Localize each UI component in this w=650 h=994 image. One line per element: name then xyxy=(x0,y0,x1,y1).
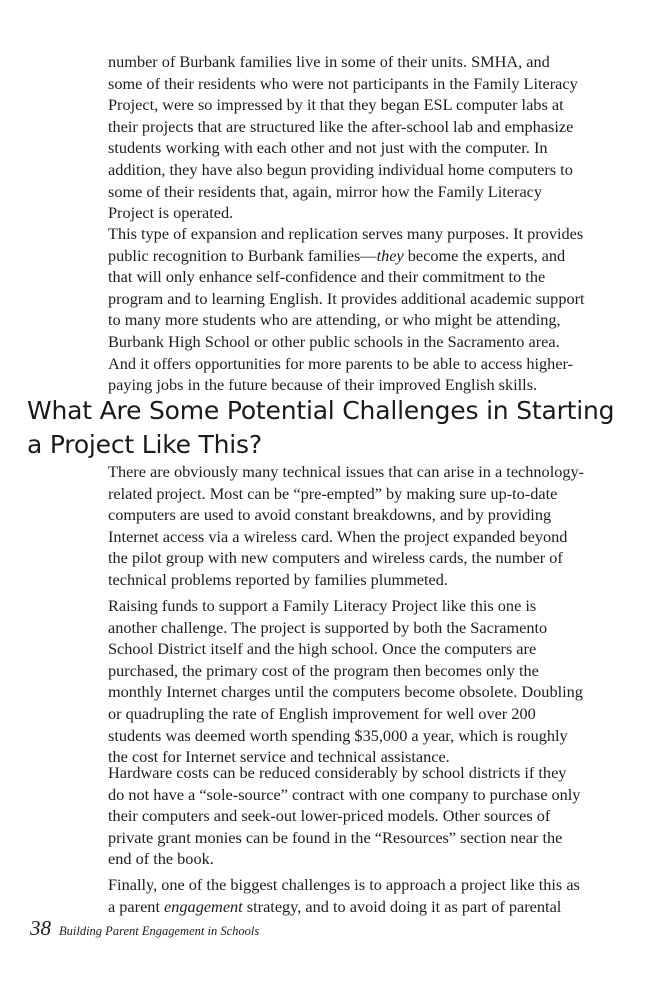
paragraph-6-emphasis: engagement xyxy=(164,896,243,916)
paragraph-2 xyxy=(108,223,586,396)
paragraph-4: Raising funds to support a Family Literacy Project like this one is another challenge. The project is supported by both the Sacramento School District itself and the high school. Once the computers are purchased, the primary cost of the program then becomes only the monthly Internet charges until the computers become obsolete. Doubling or quadrupling the rate of English improvement for well over 200 students was deemed worth spending $35,000 a year, which is roughly the cost for Internet service and technical assistance. xyxy=(108,596,583,767)
paragraph-6-text-a: Finally, one of the biggest challenges is to approach a project like this as a parent xyxy=(108,875,580,916)
paragraph-6 xyxy=(108,874,586,917)
paragraph-2-text-a: This type of expansion and replication serves many purposes. It provides public recognition to Burbank families— xyxy=(108,224,584,265)
paragraph-1: number of Burbank families live in some of their units. SMHA, and some of their residents who were not participants in the Family Literacy Project, were so impressed by it that they began ESL computer labs at their projects that are structured like the after-school lab and emphasize students working with each other and not just with the computer. In addition, they have also begun providing individual home computers to some of their residents that, again, mirror how the Family Literacy Project is operated. xyxy=(108,52,578,223)
page-number: 38 xyxy=(30,916,51,940)
paragraph-3: There are obviously many technical issues that can arise in a technology-related project. Most can be “pre-empted” by making sure up-to-date computers are used to avoid constant breakdowns, and by providing Internet access via a wireless card. When the project expanded beyond the pilot group with new computers and wireless cards, the number of technical problems reported by families plummeted. xyxy=(108,462,585,589)
page-footer xyxy=(30,916,430,941)
paragraph-2-text-b: become the experts, and that will only enhance self-confidence and their commitment to the program and to learning English. It provides additional academic support to many more students who are attending, or who might be attending, Burbank High School or other public schools in the Sacramento area. And it offers opportunities for more parents to be able to access higher-paying jobs in the future because of their improved English skills. xyxy=(108,245,585,395)
section-heading: What Are Some Potential Challenges in Starting a Project Like This? xyxy=(27,396,615,459)
running-title: Building Parent Engagement in Schools xyxy=(59,924,260,938)
paragraph-5: Hardware costs can be reduced considerably by school districts if they do not have a “sole-source” contract with one company to purchase only their computers and seek-out lower-priced models. Other sources of private grant monies can be found in the “Resources” section near the end of the book. xyxy=(108,763,581,869)
paragraph-2-emphasis: they xyxy=(376,245,404,265)
paragraph-6-text-b: strategy, and to avoid doing it as part of parental xyxy=(242,896,562,916)
